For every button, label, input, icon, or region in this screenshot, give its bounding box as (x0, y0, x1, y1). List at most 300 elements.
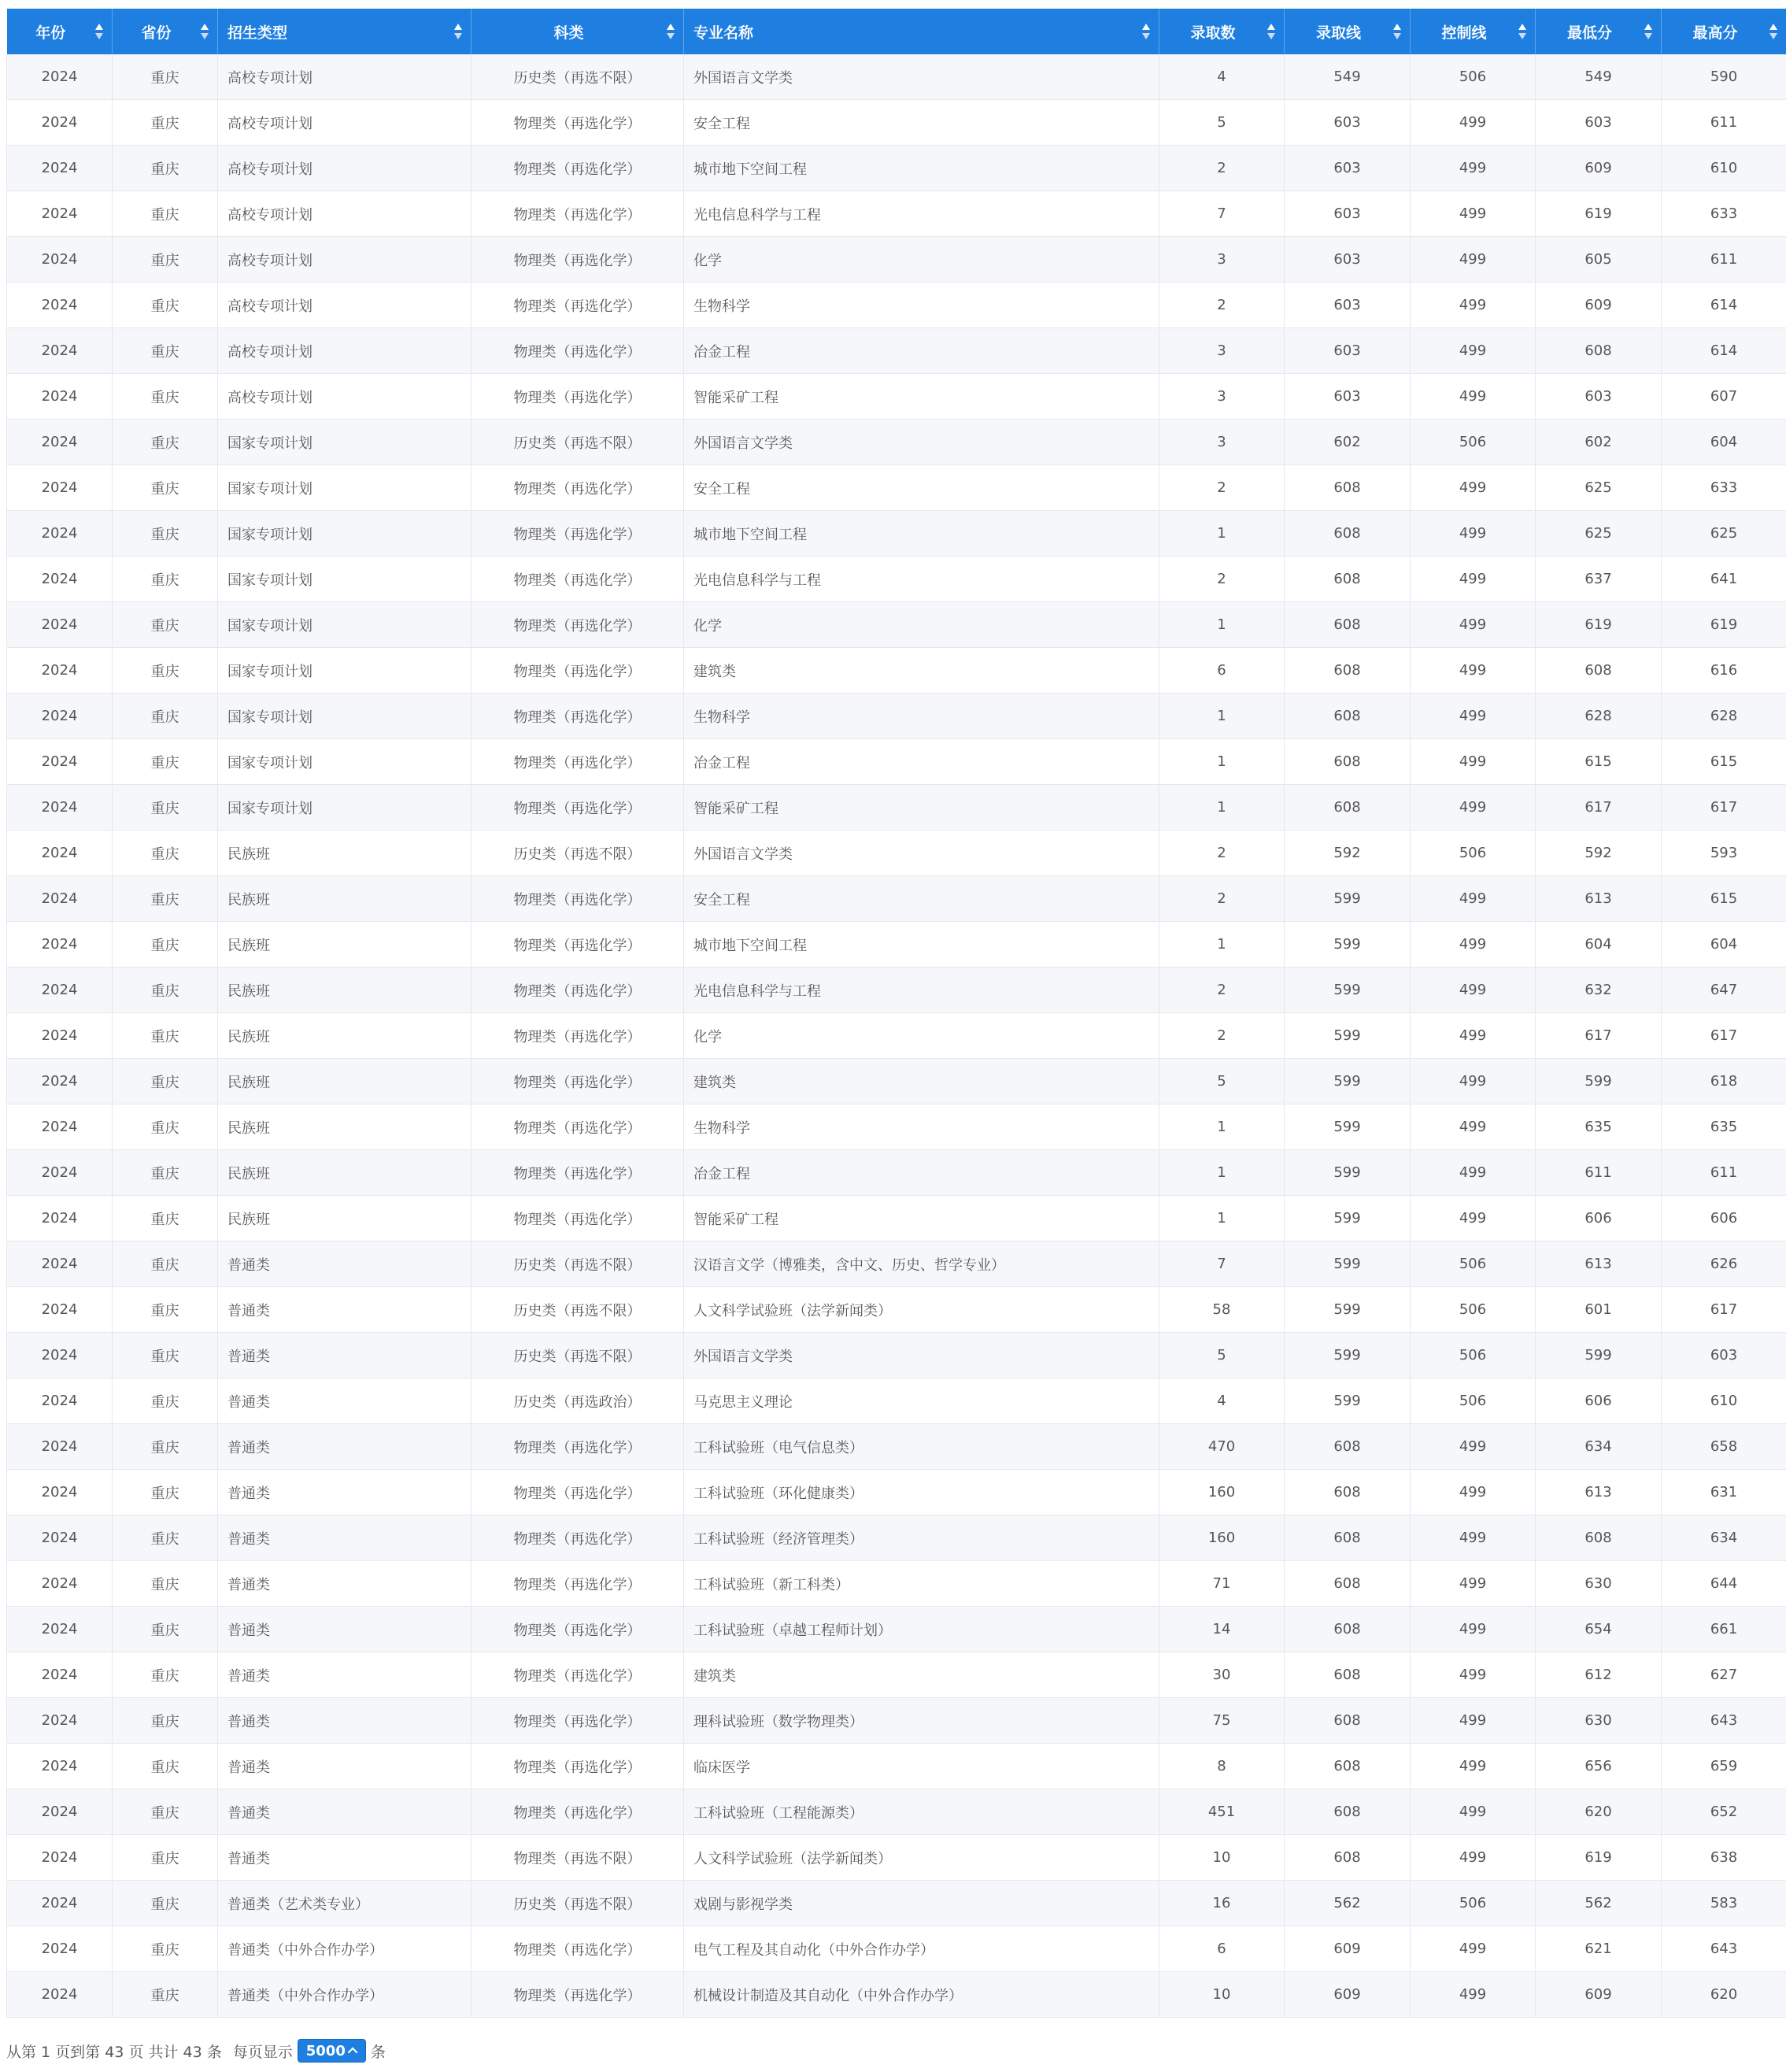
table-row (7, 739, 1786, 785)
table-row (7, 1378, 1786, 1424)
cell-subject-category: 历史类（再选不限） (471, 1333, 684, 1378)
cell-enroll-type: 民族班 (218, 1150, 471, 1196)
page-size-dropdown[interactable] (298, 2039, 366, 2063)
cell-major-name: 工科试验班（经济管理类） (684, 1515, 1159, 1561)
table-row (7, 557, 1786, 602)
cell-admission-line: 608 (1285, 465, 1411, 511)
cell-province: 重庆 (113, 1881, 218, 1926)
cell-year: 2024 (7, 1744, 113, 1789)
cell-year: 2024 (7, 1972, 113, 2018)
cell-province: 重庆 (113, 1241, 218, 1287)
cell-control-line: 499 (1411, 1789, 1536, 1835)
cell-major-name: 机械设计制造及其自动化（中外合作办学） (684, 1972, 1159, 2018)
cell-admitted-count: 6 (1159, 648, 1285, 694)
cell-admitted-count: 1 (1159, 694, 1285, 739)
cell-admission-line: 609 (1285, 1926, 1411, 1972)
cell-max-score: 625 (1662, 511, 1786, 557)
cell-subject-category: 物理类（再选化学） (471, 876, 684, 922)
cell-min-score: 656 (1536, 1744, 1662, 1789)
cell-year: 2024 (7, 54, 113, 100)
cell-province: 重庆 (113, 831, 218, 876)
cell-year: 2024 (7, 1835, 113, 1881)
cell-min-score: 592 (1536, 831, 1662, 876)
table-row (7, 54, 1786, 100)
cell-enroll-type: 民族班 (218, 1059, 471, 1104)
table-row (7, 511, 1786, 557)
cell-year: 2024 (7, 1424, 113, 1470)
sort-icon[interactable] (1393, 23, 1401, 40)
cell-enroll-type: 国家专项计划 (218, 785, 471, 831)
cell-year: 2024 (7, 420, 113, 465)
cell-enroll-type: 国家专项计划 (218, 694, 471, 739)
cell-province: 重庆 (113, 1561, 218, 1607)
cell-year: 2024 (7, 100, 113, 146)
column-header-enroll-type[interactable] (218, 9, 471, 54)
column-header-admission-line[interactable] (1285, 9, 1411, 54)
sort-icon[interactable] (454, 23, 462, 40)
table-header-row (7, 9, 1786, 54)
cell-enroll-type: 普通类（中外合作办学） (218, 1926, 471, 1972)
table-row (7, 1972, 1786, 2018)
cell-min-score: 615 (1536, 739, 1662, 785)
cell-control-line: 499 (1411, 1835, 1536, 1881)
cell-min-score: 605 (1536, 237, 1662, 283)
cell-year: 2024 (7, 602, 113, 648)
cell-max-score: 633 (1662, 191, 1786, 237)
cell-year: 2024 (7, 1333, 113, 1378)
cell-control-line: 499 (1411, 1150, 1536, 1196)
cell-max-score: 603 (1662, 1333, 1786, 1378)
cell-max-score: 620 (1662, 1972, 1786, 2018)
cell-province: 重庆 (113, 876, 218, 922)
column-header-max-score[interactable] (1662, 9, 1786, 54)
cell-control-line: 499 (1411, 1698, 1536, 1744)
cell-admitted-count: 1 (1159, 602, 1285, 648)
column-header-province[interactable] (113, 9, 218, 54)
cell-province: 重庆 (113, 1652, 218, 1698)
table-row (7, 1241, 1786, 1287)
cell-province: 重庆 (113, 1470, 218, 1515)
cell-major-name: 智能采矿工程 (684, 374, 1159, 420)
column-header-control-line[interactable] (1411, 9, 1536, 54)
cell-major-name: 化学 (684, 237, 1159, 283)
cell-max-score: 611 (1662, 237, 1786, 283)
cell-min-score: 620 (1536, 1789, 1662, 1835)
pagination-summary: 从第 1 页到第 43 页 共计 43 条 (6, 2043, 222, 2061)
column-header-min-score[interactable] (1536, 9, 1662, 54)
cell-max-score: 590 (1662, 54, 1786, 100)
cell-min-score: 606 (1536, 1378, 1662, 1424)
cell-year: 2024 (7, 283, 113, 328)
table-row (7, 831, 1786, 876)
cell-subject-category: 物理类（再选化学） (471, 1652, 684, 1698)
column-header-label: 招生类型 (227, 24, 288, 42)
cell-max-score: 617 (1662, 785, 1786, 831)
table-row (7, 100, 1786, 146)
cell-enroll-type: 高校专项计划 (218, 100, 471, 146)
table-row (7, 876, 1786, 922)
sort-icon[interactable] (1644, 23, 1652, 40)
cell-admitted-count: 2 (1159, 146, 1285, 191)
cell-major-name: 外国语言文学类 (684, 831, 1159, 876)
cell-admission-line: 608 (1285, 1652, 1411, 1698)
cell-max-score: 619 (1662, 602, 1786, 648)
cell-control-line: 499 (1411, 237, 1536, 283)
cell-major-name: 建筑类 (684, 1059, 1159, 1104)
cell-enroll-type: 民族班 (218, 968, 471, 1013)
cell-control-line: 499 (1411, 1424, 1536, 1470)
cell-admission-line: 608 (1285, 1470, 1411, 1515)
cell-max-score: 628 (1662, 694, 1786, 739)
cell-admitted-count: 30 (1159, 1652, 1285, 1698)
cell-year: 2024 (7, 1059, 113, 1104)
cell-province: 重庆 (113, 785, 218, 831)
cell-major-name: 临床医学 (684, 1744, 1159, 1789)
cell-min-score: 617 (1536, 785, 1662, 831)
cell-province: 重庆 (113, 1013, 218, 1059)
cell-admitted-count: 2 (1159, 465, 1285, 511)
cell-major-name: 生物科学 (684, 283, 1159, 328)
cell-major-name: 外国语言文学类 (684, 1333, 1159, 1378)
table-row (7, 1104, 1786, 1150)
cell-max-score: 615 (1662, 739, 1786, 785)
cell-admitted-count: 4 (1159, 54, 1285, 100)
cell-admission-line: 608 (1285, 1698, 1411, 1744)
cell-min-score: 637 (1536, 557, 1662, 602)
cell-control-line: 499 (1411, 1744, 1536, 1789)
table-row (7, 968, 1786, 1013)
cell-max-score: 647 (1662, 968, 1786, 1013)
cell-max-score: 633 (1662, 465, 1786, 511)
cell-major-name: 智能采矿工程 (684, 1196, 1159, 1241)
cell-admitted-count: 8 (1159, 1744, 1285, 1789)
cell-max-score: 626 (1662, 1241, 1786, 1287)
cell-min-score: 603 (1536, 100, 1662, 146)
cell-major-name: 安全工程 (684, 100, 1159, 146)
cell-year: 2024 (7, 968, 113, 1013)
cell-province: 重庆 (113, 922, 218, 968)
cell-province: 重庆 (113, 1926, 218, 1972)
cell-province: 重庆 (113, 374, 218, 420)
cell-max-score: 610 (1662, 146, 1786, 191)
column-header-year[interactable] (7, 9, 113, 54)
cell-admitted-count: 160 (1159, 1470, 1285, 1515)
results-table-container (6, 9, 1786, 2018)
cell-admitted-count: 7 (1159, 191, 1285, 237)
cell-admission-line: 599 (1285, 922, 1411, 968)
table-row (7, 1652, 1786, 1698)
sort-icon[interactable] (1518, 23, 1526, 40)
cell-control-line: 499 (1411, 876, 1536, 922)
cell-subject-category: 物理类（再选化学） (471, 100, 684, 146)
cell-province: 重庆 (113, 237, 218, 283)
cell-max-score: 611 (1662, 100, 1786, 146)
cell-control-line: 499 (1411, 648, 1536, 694)
cell-year: 2024 (7, 694, 113, 739)
cell-max-score: 606 (1662, 1196, 1786, 1241)
cell-year: 2024 (7, 328, 113, 374)
cell-admission-line: 608 (1285, 511, 1411, 557)
per-page-suffix: 条 (370, 2043, 386, 2061)
cell-admitted-count: 10 (1159, 1972, 1285, 2018)
cell-subject-category: 物理类（再选化学） (471, 557, 684, 602)
cell-enroll-type: 民族班 (218, 1196, 471, 1241)
sort-icon[interactable] (201, 23, 209, 40)
cell-subject-category: 物理类（再选化学） (471, 1607, 684, 1652)
cell-subject-category: 历史类（再选不限） (471, 1881, 684, 1926)
admission-results-table (6, 9, 1786, 2018)
cell-major-name: 生物科学 (684, 694, 1159, 739)
cell-year: 2024 (7, 831, 113, 876)
cell-admission-line: 599 (1285, 876, 1411, 922)
cell-control-line: 499 (1411, 1561, 1536, 1607)
cell-max-score: 643 (1662, 1926, 1786, 1972)
cell-subject-category: 物理类（再选化学） (471, 283, 684, 328)
cell-year: 2024 (7, 785, 113, 831)
cell-subject-category: 物理类（再选化学） (471, 1972, 684, 2018)
cell-year: 2024 (7, 465, 113, 511)
cell-admission-line: 592 (1285, 831, 1411, 876)
cell-enroll-type: 普通类 (218, 1241, 471, 1287)
cell-major-name: 工科试验班（电气信息类） (684, 1424, 1159, 1470)
cell-admission-line: 608 (1285, 602, 1411, 648)
cell-admitted-count: 5 (1159, 100, 1285, 146)
cell-major-name: 冶金工程 (684, 1150, 1159, 1196)
cell-major-name: 戏剧与影视学类 (684, 1881, 1159, 1926)
cell-major-name: 马克思主义理论 (684, 1378, 1159, 1424)
table-row (7, 237, 1786, 283)
cell-major-name: 城市地下空间工程 (684, 511, 1159, 557)
cell-major-name: 光电信息科学与工程 (684, 968, 1159, 1013)
cell-min-score: 562 (1536, 1881, 1662, 1926)
cell-subject-category: 物理类（再选化学） (471, 511, 684, 557)
cell-enroll-type: 普通类 (218, 1515, 471, 1561)
cell-subject-category: 物理类（再选化学） (471, 694, 684, 739)
cell-province: 重庆 (113, 283, 218, 328)
cell-province: 重庆 (113, 1607, 218, 1652)
cell-major-name: 人文科学试验班（法学新闻类） (684, 1287, 1159, 1333)
cell-year: 2024 (7, 1698, 113, 1744)
cell-major-name: 光电信息科学与工程 (684, 557, 1159, 602)
cell-min-score: 612 (1536, 1652, 1662, 1698)
cell-admitted-count: 7 (1159, 1241, 1285, 1287)
cell-enroll-type: 高校专项计划 (218, 54, 471, 100)
cell-enroll-type: 民族班 (218, 1013, 471, 1059)
cell-max-score: 641 (1662, 557, 1786, 602)
column-header-label: 录取数 (1190, 24, 1236, 42)
column-header-subject-category[interactable] (471, 9, 684, 54)
cell-control-line: 499 (1411, 1196, 1536, 1241)
cell-subject-category: 物理类（再选化学） (471, 1196, 684, 1241)
cell-subject-category: 物理类（再选化学） (471, 602, 684, 648)
cell-admission-line: 549 (1285, 54, 1411, 100)
cell-province: 重庆 (113, 694, 218, 739)
cell-min-score: 609 (1536, 1972, 1662, 2018)
sort-icon[interactable] (95, 23, 103, 40)
cell-major-name: 工科试验班（环化健康类） (684, 1470, 1159, 1515)
cell-max-score: 631 (1662, 1470, 1786, 1515)
cell-subject-category: 物理类（再选化学） (471, 191, 684, 237)
cell-max-score: 604 (1662, 420, 1786, 465)
cell-admitted-count: 451 (1159, 1789, 1285, 1835)
table-row (7, 328, 1786, 374)
cell-enroll-type: 国家专项计划 (218, 739, 471, 785)
cell-min-score: 606 (1536, 1196, 1662, 1241)
table-row (7, 1561, 1786, 1607)
cell-control-line: 499 (1411, 1013, 1536, 1059)
cell-enroll-type: 高校专项计划 (218, 374, 471, 420)
cell-year: 2024 (7, 557, 113, 602)
cell-subject-category: 物理类（再选化学） (471, 1424, 684, 1470)
cell-admission-line: 599 (1285, 1013, 1411, 1059)
cell-min-score: 654 (1536, 1607, 1662, 1652)
cell-enroll-type: 普通类 (218, 1424, 471, 1470)
cell-major-name: 汉语言文学（博雅类，含中文、历史、哲学专业） (684, 1241, 1159, 1287)
cell-enroll-type: 普通类 (218, 1333, 471, 1378)
cell-min-score: 602 (1536, 420, 1662, 465)
table-row (7, 146, 1786, 191)
cell-province: 重庆 (113, 1835, 218, 1881)
cell-year: 2024 (7, 1196, 113, 1241)
cell-enroll-type: 普通类 (218, 1835, 471, 1881)
cell-min-score: 613 (1536, 876, 1662, 922)
cell-year: 2024 (7, 1881, 113, 1926)
table-row (7, 465, 1786, 511)
cell-admission-line: 599 (1285, 968, 1411, 1013)
cell-admission-line: 562 (1285, 1881, 1411, 1926)
column-header-label: 专业名称 (693, 24, 754, 42)
cell-subject-category: 物理类（再选化学） (471, 922, 684, 968)
cell-admitted-count: 16 (1159, 1881, 1285, 1926)
sort-icon[interactable] (1769, 23, 1777, 40)
column-header-label: 最低分 (1566, 24, 1612, 42)
cell-admitted-count: 14 (1159, 1607, 1285, 1652)
cell-year: 2024 (7, 511, 113, 557)
cell-control-line: 499 (1411, 968, 1536, 1013)
cell-max-score: 616 (1662, 648, 1786, 694)
cell-admission-line: 608 (1285, 1607, 1411, 1652)
cell-major-name: 城市地下空间工程 (684, 146, 1159, 191)
sort-icon[interactable] (667, 23, 675, 40)
cell-min-score: 549 (1536, 54, 1662, 100)
cell-major-name: 人文科学试验班（法学新闻类） (684, 1835, 1159, 1881)
column-header-admitted-count[interactable] (1159, 9, 1285, 54)
cell-control-line: 499 (1411, 100, 1536, 146)
cell-control-line: 499 (1411, 1104, 1536, 1150)
cell-major-name: 建筑类 (684, 648, 1159, 694)
column-header-major-name[interactable] (684, 9, 1159, 54)
cell-enroll-type: 国家专项计划 (218, 648, 471, 694)
cell-year: 2024 (7, 374, 113, 420)
cell-enroll-type: 民族班 (218, 876, 471, 922)
cell-min-score: 604 (1536, 922, 1662, 968)
cell-max-score: 604 (1662, 922, 1786, 968)
cell-max-score: 638 (1662, 1835, 1786, 1881)
cell-year: 2024 (7, 648, 113, 694)
cell-subject-category: 物理类（再选化学） (471, 648, 684, 694)
cell-major-name: 安全工程 (684, 876, 1159, 922)
column-header-label: 省份 (141, 24, 172, 42)
cell-min-score: 613 (1536, 1241, 1662, 1287)
cell-max-score: 583 (1662, 1881, 1786, 1926)
cell-admission-line: 608 (1285, 785, 1411, 831)
cell-min-score: 619 (1536, 602, 1662, 648)
cell-province: 重庆 (113, 1333, 218, 1378)
cell-province: 重庆 (113, 100, 218, 146)
cell-admission-line: 599 (1285, 1104, 1411, 1150)
cell-subject-category: 物理类（再选化学） (471, 968, 684, 1013)
cell-admitted-count: 1 (1159, 785, 1285, 831)
cell-year: 2024 (7, 1241, 113, 1287)
cell-province: 重庆 (113, 1744, 218, 1789)
cell-subject-category: 物理类（再选化学） (471, 785, 684, 831)
cell-admission-line: 603 (1285, 146, 1411, 191)
cell-province: 重庆 (113, 1972, 218, 2018)
cell-enroll-type: 高校专项计划 (218, 283, 471, 328)
cell-subject-category: 历史类（再选不限） (471, 831, 684, 876)
cell-major-name: 化学 (684, 1013, 1159, 1059)
table-row (7, 1789, 1786, 1835)
cell-subject-category: 物理类（再选化学） (471, 1926, 684, 1972)
cell-enroll-type: 普通类 (218, 1287, 471, 1333)
cell-admission-line: 608 (1285, 1744, 1411, 1789)
cell-province: 重庆 (113, 1287, 218, 1333)
cell-admitted-count: 2 (1159, 283, 1285, 328)
table-row (7, 1881, 1786, 1926)
cell-min-score: 619 (1536, 191, 1662, 237)
table-row (7, 1196, 1786, 1241)
pagination-bar (6, 2037, 386, 2064)
cell-subject-category: 历史类（再选不限） (471, 54, 684, 100)
cell-enroll-type: 普通类（艺术类专业） (218, 1881, 471, 1926)
cell-major-name: 光电信息科学与工程 (684, 191, 1159, 237)
cell-enroll-type: 普通类 (218, 1378, 471, 1424)
cell-major-name: 安全工程 (684, 465, 1159, 511)
cell-enroll-type: 高校专项计划 (218, 146, 471, 191)
cell-min-score: 628 (1536, 694, 1662, 739)
table-row (7, 374, 1786, 420)
cell-admitted-count: 470 (1159, 1424, 1285, 1470)
cell-control-line: 499 (1411, 283, 1536, 328)
cell-admission-line: 608 (1285, 739, 1411, 785)
cell-major-name: 工科试验班（工程能源类） (684, 1789, 1159, 1835)
cell-control-line: 499 (1411, 374, 1536, 420)
cell-min-score: 632 (1536, 968, 1662, 1013)
cell-major-name: 工科试验班（新工科类） (684, 1561, 1159, 1607)
cell-admission-line: 599 (1285, 1196, 1411, 1241)
table-row (7, 1470, 1786, 1515)
cell-subject-category: 物理类（再选化学） (471, 328, 684, 374)
cell-subject-category: 物理类（再选化学） (471, 237, 684, 283)
sort-icon[interactable] (1142, 23, 1150, 40)
cell-admission-line: 608 (1285, 648, 1411, 694)
cell-enroll-type: 普通类 (218, 1607, 471, 1652)
cell-control-line: 506 (1411, 1378, 1536, 1424)
cell-year: 2024 (7, 739, 113, 785)
cell-enroll-type: 普通类 (218, 1789, 471, 1835)
cell-control-line: 499 (1411, 1470, 1536, 1515)
cell-year: 2024 (7, 1470, 113, 1515)
cell-max-score: 634 (1662, 1515, 1786, 1561)
cell-admitted-count: 3 (1159, 328, 1285, 374)
cell-max-score: 644 (1662, 1561, 1786, 1607)
cell-subject-category: 物理类（再选化学） (471, 1059, 684, 1104)
cell-control-line: 499 (1411, 694, 1536, 739)
cell-province: 重庆 (113, 191, 218, 237)
cell-min-score: 621 (1536, 1926, 1662, 1972)
sort-icon[interactable] (1267, 23, 1275, 40)
cell-max-score: 607 (1662, 374, 1786, 420)
